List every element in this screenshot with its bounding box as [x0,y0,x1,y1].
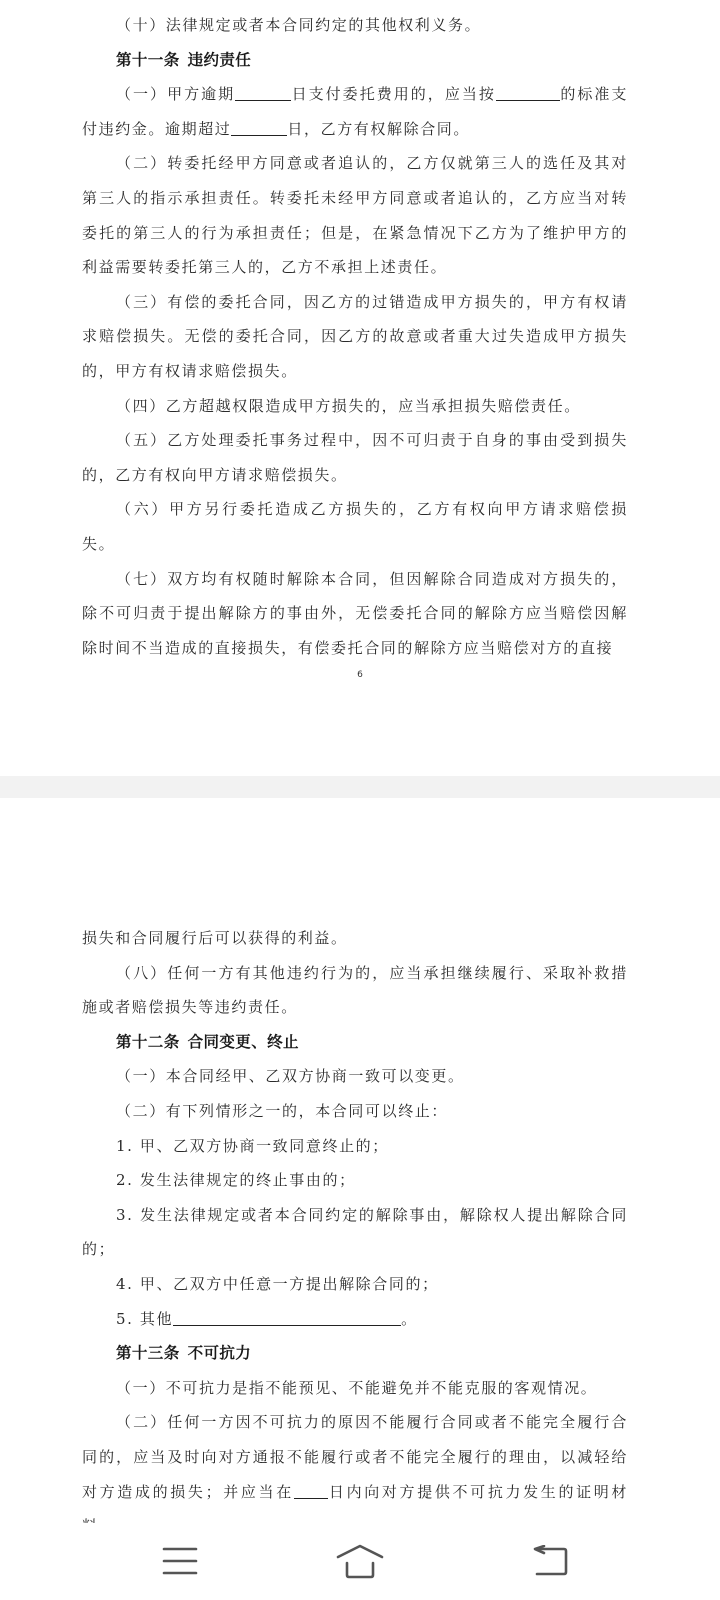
list-item: 2. 发生法律规定的终止事由的； [116,1171,356,1190]
list-item: 4. 甲、乙双方中任意一方提出解除合同的； [116,1274,439,1293]
list-item: 3. 发生法律规定或者本合同约定的解除事由，解除权人提出解除合同的； [82,1205,628,1259]
article-11-clause-8: （八）任何一方有其他违约行为的，应当承担继续履行、采取补救措施或者赔偿损失等违约责任。 [82,963,628,1017]
page-content [82,921,628,1544]
menu-button[interactable] [150,1539,210,1583]
home-button[interactable] [330,1539,390,1583]
article-number: 第十一条 [116,50,180,69]
menu-icon [162,1546,198,1576]
article-11-clause-4: （四）乙方超越权限造成甲方损失的，应当承担损失赔偿责任。 [116,396,581,415]
home-icon [335,1543,385,1579]
page-separator [0,776,720,798]
page-content [82,8,628,665]
article-number: 第十二条 [116,1032,180,1051]
document-page-7 [0,798,720,1523]
article-11-clause-1: （一）甲方逾期 日支付委托费用的，应当按 的标准支付违约金。逾期超过 日，乙方有权解除合同。 [82,85,629,138]
article-13-heading [82,1336,628,1371]
page-number: 6 [357,670,363,680]
back-button[interactable] [520,1539,580,1583]
article-title: 违约责任 [187,50,252,69]
article-11-clause-7: （七）双方均有权随时解除本合同，但因解除合同造成对方损失的，除不可归责于提出解除方的事由外，无偿委托合同的解除方应当赔偿因解除时间不当造成的直接损失，有偿委托合同的解除方应当赔偿对方的直接 [82,569,628,657]
article-12-heading [82,1025,628,1060]
list-item: 5. 其他 。 [116,1309,418,1328]
article-11-clause-6: （六）甲方另行委托造成乙方损失的，乙方有权向甲方请求赔偿损失。 [82,500,628,553]
article-12-clause-1: （一）本合同经甲、乙双方协商一致可以变更。 [116,1067,465,1086]
blank-field [294,1482,328,1499]
article-12-clause-2: （二）有下列情形之一的，本合同可以终止： [116,1101,449,1120]
article-11-heading [82,43,628,78]
clause-10-line: （十）法律规定或者本合同约定的其他权利义务。 [116,16,482,34]
clause-continuation: 损失和合同履行后可以获得的利益。 [82,929,348,947]
blank-field [173,1309,401,1326]
blank-field [235,84,291,101]
article-title: 合同变更、终止 [187,1032,299,1051]
blank-field [231,119,287,136]
blank-field [496,84,560,101]
system-navigation-bar [0,1523,720,1600]
document-page-6 [0,0,720,776]
article-11-clause-5: （五）乙方处理委托事务过程中，因不可归责于自身的事由受到损失的，乙方有权向甲方请求赔偿损失。 [82,431,628,484]
list-item: 1. 甲、乙双方协商一致同意终止的； [116,1136,389,1155]
article-13-clause-1: （一）不可抗力是指不能预见、不能避免并不能克服的客观情况。 [116,1378,598,1397]
article-11-clause-3: （三）有偿的委托合同，因乙方的过错造成甲方损失的，甲方有权请求赔偿损失。无偿的委托合同，因乙方的故意或者重大过失造成甲方损失的，甲方有权请求赔偿损失。 [82,292,628,380]
article-number: 第十三条 [116,1344,180,1363]
article-13-clause-2: （二）任何一方因不可抗力的原因不能履行合同或者不能完全履行合同的，应当及时向对方通报不能履行或者不能完全履行的理由，以减轻给对方造成的损失；并应当在 日内向对方提供不可抗力发生的证明材 [82,1413,629,1501]
article-title: 不可抗力 [187,1344,252,1363]
back-icon [531,1545,569,1577]
article-11-clause-2: （二）转委托经甲方同意或者追认的，乙方仅就第三人的选任及其对第三人的指示承担责任。转委托未经甲方同意或者追认的，乙方应当对转委托的第三人的行为承担责任；但是，在紧急情况下乙方为了维护甲方的利益需要转委托第三人的，乙方不承担上述责任。 [82,154,628,277]
